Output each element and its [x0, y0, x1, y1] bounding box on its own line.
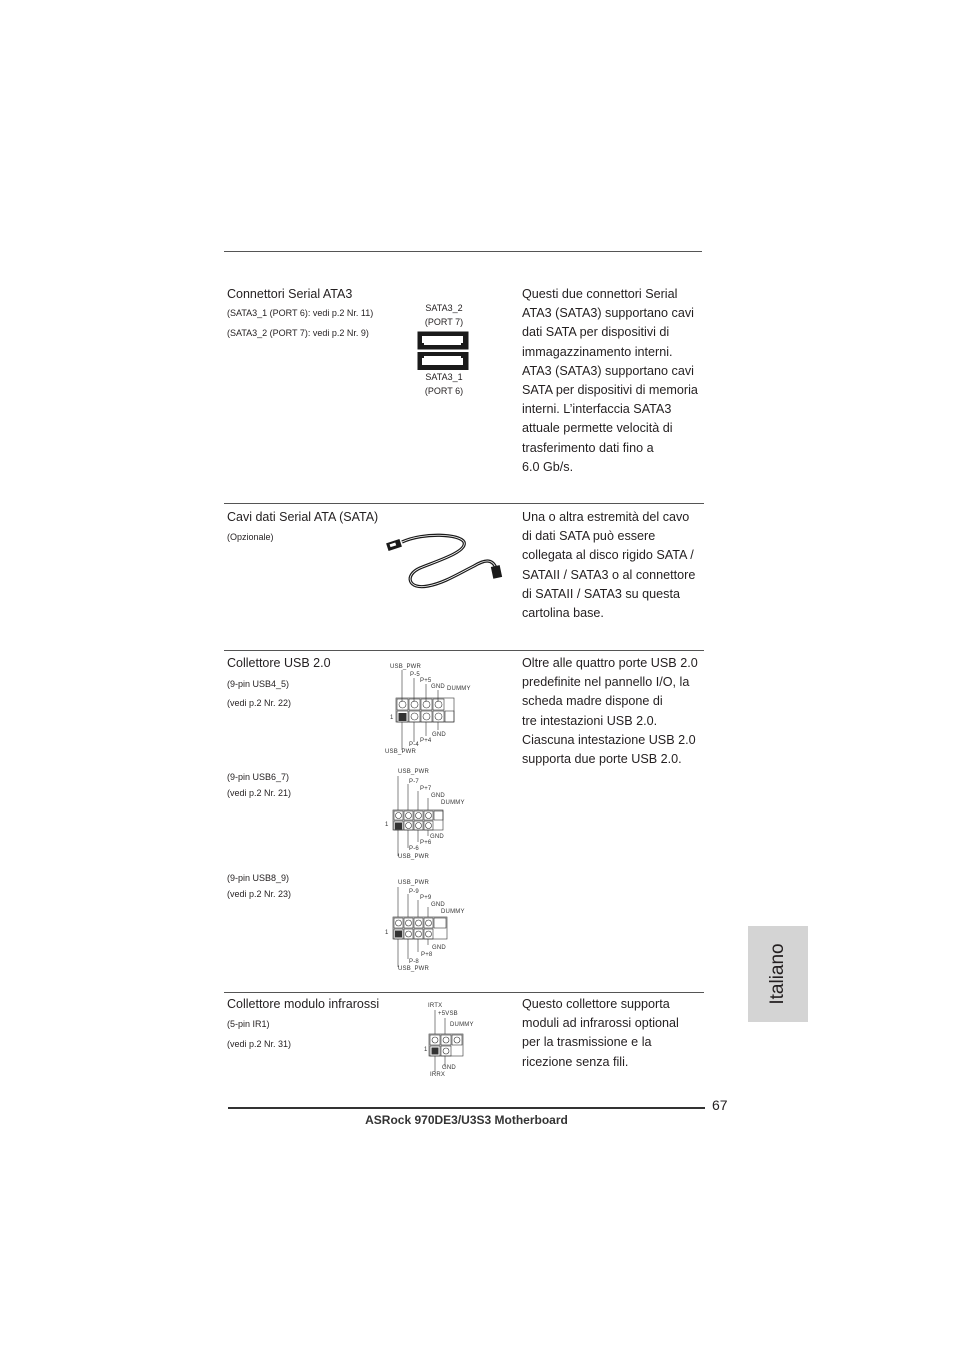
pin-1-label: 1	[424, 1047, 428, 1053]
pin-label: P+4	[420, 738, 432, 744]
usb-header1-pins: (9-pin USB4_5)	[227, 679, 290, 689]
pin-label: USB_PWR	[385, 749, 417, 755]
page-number: 67	[712, 1097, 728, 1113]
usb-header3-pins	[384, 879, 474, 975]
pin-label: P-9	[409, 889, 419, 895]
sata3-2-label: SATA3_2	[425, 303, 463, 313]
usb-header3-ref: (vedi p.2 Nr. 23)	[227, 889, 292, 899]
usb-header2-pins: (9-pin USB6_7)	[227, 772, 290, 782]
pin-label: P+9	[420, 895, 432, 901]
pin-label: P-4	[409, 742, 419, 748]
pin-label: USB_PWR	[390, 664, 422, 670]
pin-label: IRTX	[428, 1003, 443, 1009]
sata3-sub-port7: (SATA3_2 (PORT 7): vedi p.2 Nr. 9)	[227, 328, 369, 338]
pin-label: GND	[432, 732, 446, 738]
pin-label: GND	[430, 834, 444, 840]
usb-header2-ref: (vedi p.2 Nr. 21)	[227, 788, 292, 798]
pin-label: P+6	[420, 840, 432, 846]
sata3-title: Connettori Serial ATA3	[227, 287, 353, 301]
usb-description: Oltre alle quattro porte USB 2.0 predefinite nel pannello I/O, la scheda madre dispone di tre intestazioni USB 2.0. Ciascuna intestazione USB 2.0 supporta due porte USB 2.0.	[522, 656, 698, 767]
sata-connector-illustration	[417, 331, 469, 371]
sata3-description: Questi due connettori Serial ATA3 (SATA3) supportano cavi dati SATA per dispositivi di immagazzinamento interni. ATA3 (SATA3) supportano cavi SATA per dispositivi di memoria interni. L’interfaccia SATA3 attuale permette velocità di trasferimento dati fino a 6.0 Gb/s.	[522, 287, 698, 474]
pin-label: USB_PWR	[398, 854, 430, 860]
pin-label: GND	[431, 902, 445, 908]
ir-ref: (vedi p.2 Nr. 31)	[227, 1039, 292, 1049]
cable-title: Cavi dati Serial ATA (SATA)	[227, 510, 379, 524]
divider	[224, 503, 704, 504]
pin-1-label: 1	[385, 930, 389, 936]
usb-header1-diagram	[384, 664, 474, 760]
sata3-sub-port6: (SATA3_1 (PORT 6): vedi p.2 Nr. 11)	[227, 308, 374, 318]
ir-description: Questo collettore supporta moduli ad infrarossi optional per la trasmissione e la ricezione senza fili.	[522, 997, 679, 1069]
pin-label: +5VSB	[438, 1011, 458, 1017]
usb-header3-diagram	[384, 879, 474, 975]
pin-label: DUMMY	[441, 909, 465, 915]
pin-label: GND	[431, 684, 445, 690]
footer-rule	[228, 1107, 705, 1109]
cable-sub: (Opzionale)	[227, 532, 274, 542]
language-tab-label: Italiano	[767, 943, 788, 1005]
sata-cable-illustration	[384, 530, 506, 592]
pin-label: GND	[431, 793, 445, 799]
pin-label: GND	[432, 945, 446, 951]
pin-1-label: 1	[390, 715, 394, 721]
ir-header-diagram	[422, 1002, 482, 1082]
pin-label: DUMMY	[447, 686, 471, 692]
usb-header2-diagram	[384, 768, 474, 864]
usb-header3-pins: (9-pin USB8_9)	[227, 873, 290, 883]
ir-title: Collettore modulo infrarossi	[227, 997, 380, 1011]
usb-header1-pins	[384, 664, 474, 760]
divider	[224, 992, 704, 993]
pin-label: IRRX	[430, 1072, 446, 1078]
top-rule	[224, 251, 702, 252]
ir-pins: (5-pin IR1)	[227, 1019, 270, 1029]
pin-label: P-7	[409, 779, 419, 785]
pin-label: DUMMY	[441, 800, 465, 806]
language-tab	[748, 926, 808, 1022]
pin-label: GND	[442, 1065, 456, 1071]
pin-label: DUMMY	[450, 1022, 474, 1028]
footer-text: ASRock 970DE3/U3S3 Motherboard	[365, 1113, 568, 1127]
pin-label: P-8	[409, 959, 419, 965]
pin-label: USB_PWR	[398, 769, 430, 775]
pin-label: P-6	[409, 846, 419, 852]
pin-1-label: 1	[385, 822, 389, 828]
pin-label: USB_PWR	[398, 966, 430, 972]
pin-label: USB_PWR	[398, 880, 430, 886]
cable-description: Una o altra estremità del cavo di dati SATA può essere collegata al disco rigido SATA / SATAII / SATA3 o al connettore di SATAII / SATA3 su questa cartolina base.	[522, 510, 696, 621]
usb-header2-pins	[384, 768, 474, 864]
sata3-1-label: SATA3_1	[425, 372, 463, 382]
sata3-2-port: (PORT 7)	[424, 317, 464, 327]
pin-label: P+8	[421, 952, 433, 958]
sata3-1-port: (PORT 6)	[424, 386, 464, 396]
divider	[224, 650, 704, 651]
pin-label: P+7	[420, 786, 432, 792]
usb-title: Collettore USB 2.0	[227, 656, 331, 670]
usb-header1-ref: (vedi p.2 Nr. 22)	[227, 698, 292, 708]
pin-label: P-5	[410, 672, 420, 678]
pin-label: P+5	[420, 678, 432, 684]
